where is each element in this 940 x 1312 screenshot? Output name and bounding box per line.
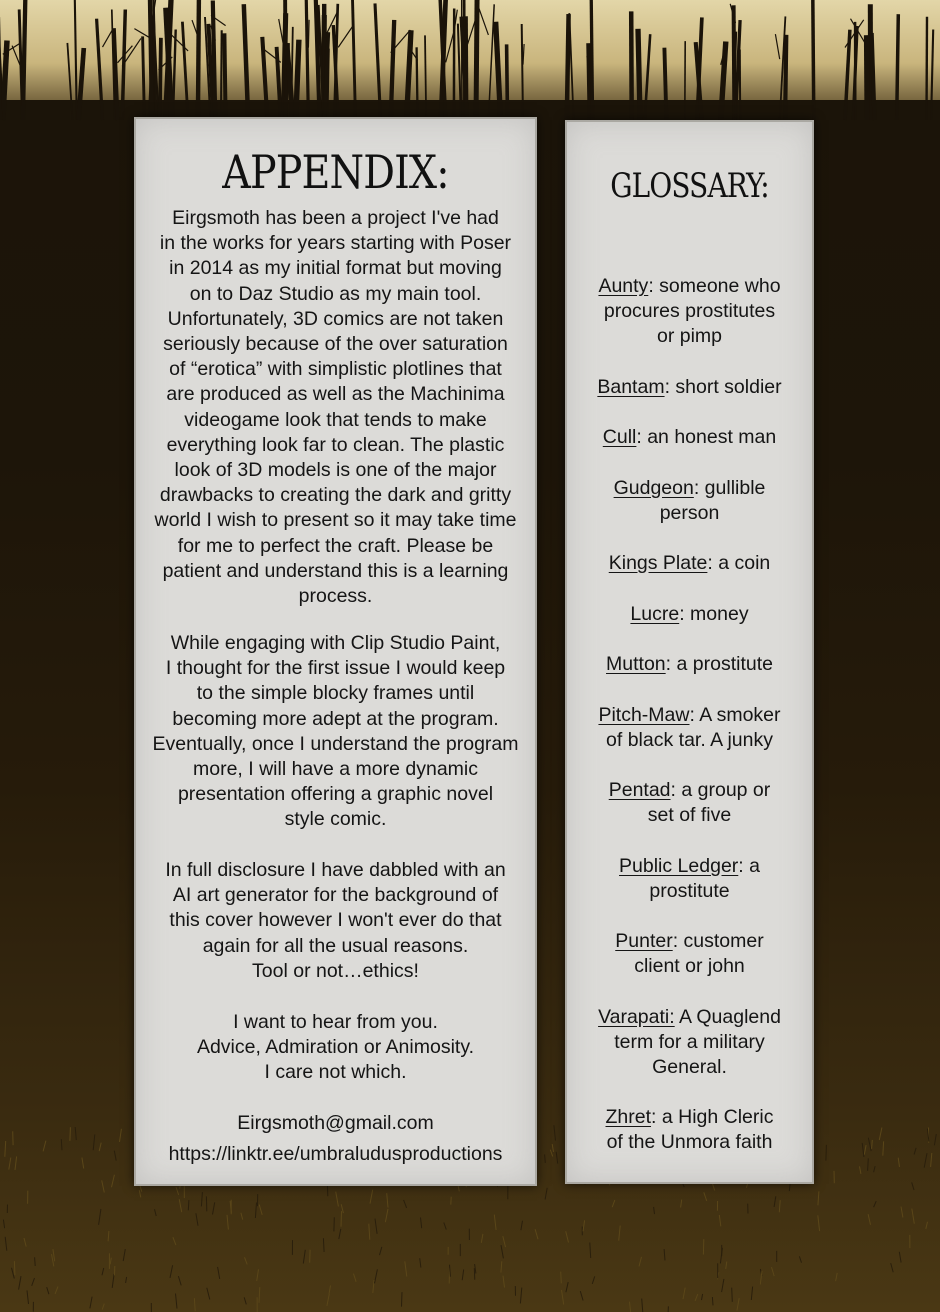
text-line: to the simple blocky frames until (196, 682, 475, 705)
text-line: are produced as well as the Machinima (166, 383, 505, 406)
glossary-entry-punter (567, 929, 812, 979)
glossary-definition: : gullible (693, 477, 766, 499)
appendix-linktree (136, 1142, 535, 1167)
glossary-definition: : someone who (648, 275, 781, 297)
glossary-entry-bantam (567, 375, 812, 400)
glossary-term: Zhret (605, 1106, 652, 1128)
text-line: In full disclosure I have dabbled with an (165, 859, 506, 881)
text-line: seriously because of the over saturation (163, 333, 508, 356)
text-line: Advice, Admiration or Animosity. (196, 1036, 475, 1059)
glossary-definition: : money (679, 603, 749, 625)
text-line: Tool or not…ethics! (252, 959, 419, 982)
text-line: this cover however I won't ever do that (169, 909, 502, 932)
glossary-term: Gudgeon (613, 477, 694, 499)
glossary-entry-zhret (567, 1105, 812, 1155)
linktree-link[interactable]: https://linktr.ee/umbraludusproductions (168, 1143, 503, 1165)
glossary-definition: General. (652, 1056, 727, 1079)
text-line: AI art generator for the background of (172, 884, 499, 907)
glossary-definition: or pimp (656, 325, 723, 348)
glossary-term: Aunty (598, 275, 649, 297)
glossary-term: Pentad (608, 779, 671, 801)
glossary-term: Mutton (606, 653, 666, 675)
glossary-definition: : a coin (707, 552, 771, 574)
text-line: I want to hear from you. (233, 1011, 438, 1033)
glossary-definition: : a prostitute (665, 653, 773, 675)
glossary-definition: : a (738, 855, 760, 877)
text-line: of “erotica” with simplistic plotlines that (169, 358, 502, 381)
glossary-definition: prostitute (649, 880, 730, 903)
glossary-definition: of black tar. A junky (606, 729, 773, 752)
appendix-contact (136, 1111, 535, 1136)
text-line: look of 3D models is one of the major (174, 459, 497, 482)
glossary-term: Bantam (597, 376, 665, 398)
appendix-paragraph-intro (136, 206, 535, 609)
glossary-term: Punter (615, 930, 673, 952)
glossary-entry-aunty (567, 274, 812, 350)
text-line: everything look far to clean. The plastic (166, 433, 505, 456)
text-line: becoming more adept at the program. (172, 707, 499, 730)
appendix-panel (134, 117, 537, 1186)
text-line: process. (298, 585, 373, 608)
glossary-panel (565, 120, 814, 1184)
glossary-definition: : short soldier (664, 376, 782, 398)
glossary-definition: client or john (634, 955, 745, 978)
glossary-definition: : a High Cleric (651, 1106, 774, 1128)
glossary-term: Public Ledger (619, 855, 739, 877)
text-line: drawbacks to creating the dark and gritty (159, 484, 512, 507)
glossary-term: Lucre (630, 603, 680, 625)
glossary-definition: person (659, 502, 720, 525)
glossary-term: Cull (602, 426, 637, 448)
text-line: I thought for the first issue I would keep (165, 657, 506, 680)
glossary-entry-pentad (567, 778, 812, 828)
glossary-definition: A Quaglend (674, 1006, 781, 1028)
glossary-entry-mutton (567, 652, 812, 677)
glossary-term: Varapati: (598, 1006, 675, 1028)
glossary-title: GLOSSARY: (610, 166, 769, 206)
text-line: style comic. (284, 808, 387, 831)
text-line: again for all the usual reasons. (202, 934, 469, 957)
text-line: I care not which. (264, 1061, 407, 1084)
text-line: While engaging with Clip Studio Paint, (170, 632, 501, 654)
glossary-entry-gudgeon (567, 476, 812, 526)
glossary-entry-lucre (567, 602, 812, 627)
text-line: patient and understand this is a learning (162, 559, 509, 582)
glossary-entry-kings-plate (567, 551, 812, 576)
glossary-term: Kings Plate (608, 552, 708, 574)
glossary-definition: term for a military (614, 1031, 765, 1054)
glossary-definition: : customer (672, 930, 764, 952)
text-line: world I wish to present so it may take time (154, 509, 517, 532)
glossary-entry-cull (567, 425, 812, 450)
text-line: on to Daz Studio as my main tool. (189, 282, 482, 305)
text-line: presentation offering a graphic novel (177, 783, 494, 806)
text-line: videogame look that tends to make (184, 408, 487, 431)
text-line: Eventually, once I understand the program (152, 732, 519, 755)
appendix-title: APPENDIX: (222, 145, 449, 199)
text-line: Unfortunately, 3D comics are not taken (167, 307, 504, 330)
glossary-entry-pitch-maw (567, 703, 812, 753)
text-line: more, I will have a more dynamic (192, 758, 479, 781)
glossary-definition: procures prostitutes (603, 300, 776, 323)
appendix-paragraph-disclosure (136, 858, 535, 984)
email-link[interactable]: Eirgsmoth@gmail.com (237, 1112, 434, 1134)
text-line: Eirgsmoth has been a project I've had (172, 207, 499, 229)
text-line: in 2014 as my initial format but moving (169, 257, 502, 280)
glossary-definition: of the Unmora faith (606, 1131, 773, 1154)
glossary-definition: : a group or (670, 779, 771, 801)
glossary-entry-public-ledger (567, 854, 812, 904)
glossary-definition: : A smoker (689, 704, 781, 726)
glossary-definition: set of five (647, 804, 732, 827)
appendix-paragraph-clip-studio (136, 631, 535, 833)
text-line: for me to perfect the craft. Please be (177, 534, 494, 557)
glossary-term: Pitch-Maw (598, 704, 690, 726)
appendix-paragraph-feedback (136, 1010, 535, 1086)
glossary-entry-varapati (567, 1005, 812, 1081)
text-line: in the works for years starting with Poser (159, 232, 512, 255)
glossary-definition: : an honest man (636, 426, 777, 448)
